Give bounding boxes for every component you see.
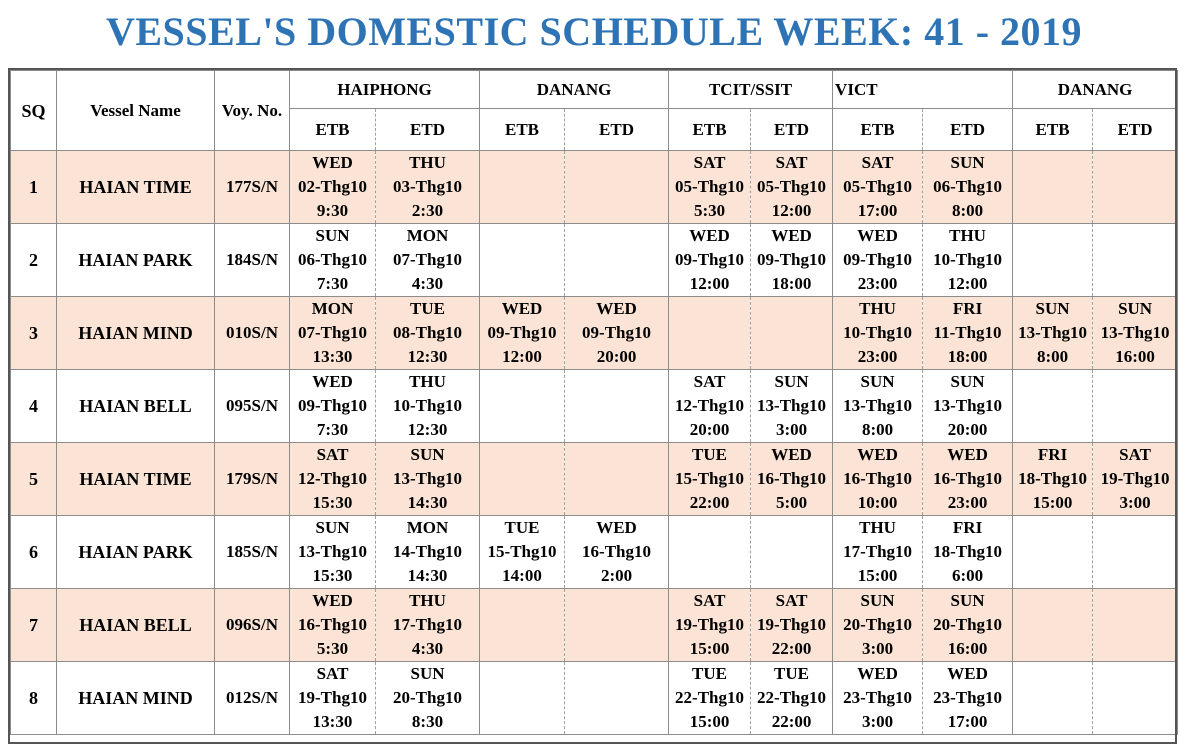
schedule-cell-time: 12:00	[502, 347, 542, 366]
schedule-cell-day: MON	[406, 226, 449, 245]
schedule-cell	[290, 443, 376, 516]
schedule-cell-date: 09-Thg10	[582, 323, 651, 342]
schedule-cell	[1013, 224, 1093, 297]
schedule-cell-day: WED	[857, 664, 898, 683]
schedule-cell-date: 23-Thg10	[933, 688, 1003, 707]
schedule-cell-day: SUN	[950, 372, 985, 391]
schedule-cell-date: 16-Thg10	[757, 469, 827, 488]
schedule-cell-date: 22-Thg10	[675, 688, 745, 707]
schedule-cell-time: 15:30	[312, 566, 353, 585]
row-sq: 4	[11, 370, 57, 443]
schedule-cell-time: 3:00	[861, 712, 894, 731]
schedule-cell-day: WED	[771, 226, 812, 245]
schedule-cell	[751, 516, 833, 589]
schedule-cell	[923, 151, 1013, 224]
schedule-cell	[751, 443, 833, 516]
schedule-cell-day: SUN	[410, 664, 445, 683]
schedule-cell-day: WED	[312, 591, 353, 610]
table-row	[11, 589, 1178, 662]
table-row	[11, 370, 1178, 443]
schedule-cell	[923, 516, 1013, 589]
schedule-cell-date: 05-Thg10	[757, 177, 827, 196]
schedule-cell-day: SUN	[1035, 299, 1070, 318]
header-etd: ETD	[376, 109, 480, 151]
schedule-cell	[290, 151, 376, 224]
header-port-tcit-ssit: TCIT/SSIT	[669, 71, 833, 109]
header-etb: ETB	[833, 109, 923, 151]
schedule-cell-time: 13:30	[312, 347, 353, 366]
schedule-cell-day: WED	[947, 445, 988, 464]
schedule-body	[11, 151, 1178, 735]
schedule-cell-time: 23:00	[947, 493, 988, 512]
schedule-cell	[751, 589, 833, 662]
schedule-cell-time: 20:00	[596, 347, 637, 366]
schedule-cell	[1013, 443, 1093, 516]
schedule-cell-time: 7:30	[316, 274, 349, 293]
row-vessel-name: HAIAN BELL	[57, 589, 215, 662]
schedule-cell	[480, 297, 565, 370]
schedule-cell-day: WED	[312, 153, 353, 172]
schedule-cell-time: 5:30	[693, 201, 726, 220]
schedule-cell-time: 3:00	[861, 639, 894, 658]
schedule-cell-time: 13:30	[312, 712, 353, 731]
schedule-cell-date: 19-Thg10	[675, 615, 745, 634]
row-sq: 3	[11, 297, 57, 370]
schedule-cell	[480, 662, 565, 735]
schedule-cell-date: 06-Thg10	[933, 177, 1003, 196]
row-vessel-name: HAIAN BELL	[57, 370, 215, 443]
schedule-cell-time: 12:30	[407, 420, 448, 439]
schedule-cell	[751, 370, 833, 443]
schedule-cell-time: 5:00	[775, 493, 808, 512]
schedule-cell-day: SAT	[316, 445, 349, 464]
schedule-cell-time: 3:00	[775, 420, 808, 439]
schedule-cell-date: 18-Thg10	[1018, 469, 1088, 488]
schedule-cell-day: WED	[771, 445, 812, 464]
schedule-cell	[480, 151, 565, 224]
row-voyage-no: 096S/N	[215, 589, 290, 662]
schedule-cell	[1013, 297, 1093, 370]
schedule-cell	[290, 370, 376, 443]
header-etd: ETD	[1093, 109, 1178, 151]
schedule-cell	[1093, 516, 1178, 589]
schedule-cell-date: 20-Thg10	[933, 615, 1003, 634]
schedule-cell-time: 15:00	[689, 712, 730, 731]
schedule-cell	[290, 662, 376, 735]
schedule-cell-date: 09-Thg10	[487, 323, 557, 342]
schedule-cell-date: 13-Thg10	[757, 396, 827, 415]
schedule-cell	[1093, 370, 1178, 443]
schedule-cell-day: SUN	[315, 226, 350, 245]
schedule-cell-time: 15:00	[689, 639, 730, 658]
schedule-cell-day: SAT	[1119, 445, 1151, 464]
schedule-cell-day: SUN	[860, 591, 895, 610]
schedule-cell-date: 13-Thg10	[1018, 323, 1088, 342]
schedule-cell-date: 11-Thg10	[933, 323, 1002, 342]
schedule-cell-date: 17-Thg10	[393, 615, 462, 634]
header-port-haiphong: HAIPHONG	[290, 71, 480, 109]
schedule-cell-time: 22:00	[771, 639, 812, 658]
schedule-cell-day: WED	[596, 518, 637, 537]
schedule-cell-time: 14:00	[502, 566, 542, 585]
schedule-cell	[376, 297, 480, 370]
schedule-cell	[565, 443, 669, 516]
schedule-cell-time: 18:00	[771, 274, 812, 293]
schedule-cell-time: 15:00	[1032, 493, 1073, 512]
schedule-cell	[669, 662, 751, 735]
schedule-cell-time: 15:00	[857, 566, 898, 585]
schedule-cell	[565, 224, 669, 297]
row-vessel-name: HAIAN MIND	[57, 662, 215, 735]
schedule-cell-day: THU	[409, 372, 446, 391]
schedule-cell-day: SUN	[410, 445, 445, 464]
schedule-cell-date: 19-Thg10	[1100, 469, 1170, 488]
schedule-cell-day: SUN	[1118, 299, 1153, 318]
schedule-cell-time: 4:30	[411, 274, 444, 293]
schedule-cell-date: 09-Thg10	[298, 396, 367, 415]
schedule-cell	[480, 443, 565, 516]
schedule-cell-date: 10-Thg10	[933, 250, 1003, 269]
schedule-cell-date: 22-Thg10	[757, 688, 827, 707]
schedule-cell-day: THU	[409, 591, 446, 610]
schedule-cell-day: SUN	[774, 372, 809, 391]
schedule-cell-date: 13-Thg10	[298, 542, 367, 561]
schedule-cell-date: 16-Thg10	[843, 469, 913, 488]
schedule-cell	[290, 589, 376, 662]
schedule-cell	[669, 589, 751, 662]
schedule-cell-date: 07-Thg10	[393, 250, 462, 269]
schedule-cell-date: 10-Thg10	[393, 396, 462, 415]
schedule-cell	[1013, 516, 1093, 589]
schedule-cell	[1093, 224, 1178, 297]
schedule-cell-date: 06-Thg10	[298, 250, 367, 269]
schedule-cell	[1013, 589, 1093, 662]
header-etb: ETB	[669, 109, 751, 151]
row-voyage-no: 095S/N	[215, 370, 290, 443]
schedule-cell-day: SUN	[315, 518, 350, 537]
schedule-cell-date: 16-Thg10	[298, 615, 367, 634]
row-sq: 6	[11, 516, 57, 589]
schedule-cell-day: WED	[501, 299, 543, 318]
schedule-cell	[565, 297, 669, 370]
schedule-cell-time: 4:30	[411, 639, 444, 658]
schedule-cell-day: THU	[859, 518, 896, 537]
schedule-cell-time: 8:00	[1036, 347, 1069, 366]
table-row	[11, 443, 1178, 516]
schedule-cell-day: WED	[947, 664, 988, 683]
schedule-cell	[923, 224, 1013, 297]
schedule-cell-time: 6:00	[951, 566, 984, 585]
schedule-cell	[480, 516, 565, 589]
schedule-cell-day: THU	[859, 299, 896, 318]
schedule-cell-day: TUE	[410, 299, 445, 318]
schedule-cell-date: 15-Thg10	[675, 469, 745, 488]
schedule-cell-date: 09-Thg10	[843, 250, 913, 269]
schedule-cell-time: 8:00	[861, 420, 894, 439]
schedule-cell-time: 17:00	[947, 712, 988, 731]
row-vessel-name: HAIAN PARK	[57, 516, 215, 589]
schedule-cell	[833, 516, 923, 589]
header-vessel-name: Vessel Name	[57, 71, 215, 151]
schedule-cell-date: 14-Thg10	[393, 542, 462, 561]
row-voyage-no: 179S/N	[215, 443, 290, 516]
row-voyage-no: 012S/N	[215, 662, 290, 735]
schedule-cell-time: 12:00	[947, 274, 988, 293]
table-row	[11, 151, 1178, 224]
header-etd: ETD	[923, 109, 1013, 151]
schedule-cell-date: 08-Thg10	[393, 323, 462, 342]
schedule-cell	[376, 516, 480, 589]
schedule-cell	[376, 370, 480, 443]
schedule-cell-day: TUE	[692, 664, 728, 683]
schedule-cell-day: MON	[406, 518, 449, 537]
schedule-cell-time: 8:00	[951, 201, 984, 220]
header-etb: ETB	[480, 109, 565, 151]
schedule-cell	[923, 662, 1013, 735]
schedule-cell	[290, 224, 376, 297]
schedule-cell	[376, 224, 480, 297]
schedule-cell-date: 13-Thg10	[1100, 323, 1170, 342]
schedule-cell-day: SAT	[316, 664, 349, 683]
schedule-cell	[565, 151, 669, 224]
row-vessel-name: HAIAN PARK	[57, 224, 215, 297]
schedule-cell	[669, 224, 751, 297]
schedule-cell-time: 14:30	[407, 566, 448, 585]
schedule-cell-time: 9:30	[316, 201, 349, 220]
schedule-cell-day: SAT	[693, 591, 726, 610]
schedule-cell-date: 12-Thg10	[298, 469, 367, 488]
schedule-cell-time: 20:00	[947, 420, 988, 439]
row-voyage-no: 010S/N	[215, 297, 290, 370]
schedule-cell-day: SAT	[775, 591, 808, 610]
schedule-cell	[290, 516, 376, 589]
schedule-cell-day: SAT	[861, 153, 894, 172]
header-etb: ETB	[1013, 109, 1093, 151]
schedule-cell	[565, 589, 669, 662]
schedule-cell	[751, 297, 833, 370]
schedule-cell-day: FRI	[1037, 445, 1068, 464]
schedule-cell-date: 03-Thg10	[393, 177, 462, 196]
schedule-cell-day: FRI	[952, 299, 983, 318]
schedule-cell-time: 22:00	[689, 493, 730, 512]
row-voyage-no: 184S/N	[215, 224, 290, 297]
schedule-cell-date: 09-Thg10	[675, 250, 745, 269]
schedule-cell	[1013, 370, 1093, 443]
header-row-ports	[11, 71, 1178, 109]
schedule-cell-date: 05-Thg10	[843, 177, 913, 196]
schedule-cell	[669, 516, 751, 589]
schedule-cell	[923, 589, 1013, 662]
schedule-cell-date: 10-Thg10	[843, 323, 913, 342]
schedule-cell-date: 23-Thg10	[843, 688, 913, 707]
schedule-cell-date: 12-Thg10	[675, 396, 745, 415]
schedule-cell-date: 02-Thg10	[298, 177, 367, 196]
schedule-cell-time: 2:00	[600, 566, 633, 585]
schedule-cell-day: WED	[857, 445, 898, 464]
header-port-vict: VICT	[833, 71, 1013, 109]
schedule-cell	[376, 151, 480, 224]
schedule-cell-day: SUN	[950, 591, 985, 610]
schedule-cell	[376, 662, 480, 735]
schedule-cell	[923, 370, 1013, 443]
header-port-danang: DANANG	[480, 71, 669, 109]
schedule-cell-date: 07-Thg10	[298, 323, 367, 342]
schedule-cell	[565, 516, 669, 589]
schedule-cell-date: 09-Thg10	[757, 250, 827, 269]
schedule-cell	[1093, 589, 1178, 662]
schedule-cell-time: 16:00	[947, 639, 988, 658]
schedule-cell-day: WED	[689, 226, 730, 245]
schedule-cell	[751, 151, 833, 224]
row-voyage-no: 185S/N	[215, 516, 290, 589]
schedule-cell-day: WED	[857, 226, 898, 245]
schedule-cell-day: SUN	[950, 153, 985, 172]
schedule-cell-time: 7:30	[316, 420, 349, 439]
schedule-cell-time: 12:00	[689, 274, 730, 293]
schedule-cell-day: THU	[409, 153, 446, 172]
header-port-danang-2: DANANG	[1013, 71, 1178, 109]
schedule-cell-time: 5:30	[316, 639, 349, 658]
schedule-cell-date: 17-Thg10	[843, 542, 913, 561]
schedule-cell	[290, 297, 376, 370]
schedule-cell-date: 20-Thg10	[393, 688, 462, 707]
schedule-cell	[923, 443, 1013, 516]
schedule-cell-day: WED	[596, 299, 637, 318]
row-sq: 1	[11, 151, 57, 224]
schedule-cell	[1093, 443, 1178, 516]
schedule-cell-day: WED	[312, 372, 353, 391]
schedule-cell	[833, 370, 923, 443]
schedule-cell-day: TUE	[692, 445, 728, 464]
schedule-cell	[480, 370, 565, 443]
schedule-cell	[669, 297, 751, 370]
schedule-cell-date: 19-Thg10	[757, 615, 827, 634]
schedule-cell-time: 17:00	[857, 201, 898, 220]
row-sq: 7	[11, 589, 57, 662]
schedule-table	[10, 70, 1178, 735]
row-sq: 5	[11, 443, 57, 516]
header-sq: SQ	[11, 71, 57, 151]
schedule-cell-time: 20:00	[689, 420, 730, 439]
schedule-cell	[376, 443, 480, 516]
schedule-cell-day: SAT	[693, 153, 726, 172]
schedule-cell-time: 18:00	[947, 347, 988, 366]
schedule-cell	[1093, 662, 1178, 735]
schedule-cell-time: 23:00	[857, 347, 898, 366]
row-vessel-name: HAIAN MIND	[57, 297, 215, 370]
schedule-cell	[480, 224, 565, 297]
schedule-cell	[751, 662, 833, 735]
header-etb: ETB	[290, 109, 376, 151]
schedule-cell	[923, 297, 1013, 370]
schedule-cell-date: 13-Thg10	[933, 396, 1003, 415]
schedule-cell	[1093, 151, 1178, 224]
row-vessel-name: HAIAN TIME	[57, 443, 215, 516]
schedule-cell	[833, 297, 923, 370]
header-voyage-no: Voy. No.	[215, 71, 290, 151]
table-row	[11, 297, 1178, 370]
schedule-cell-time: 16:00	[1115, 347, 1155, 366]
schedule-cell-date: 19-Thg10	[298, 688, 367, 707]
schedule-cell	[1093, 297, 1178, 370]
schedule-cell	[751, 224, 833, 297]
schedule-cell-day: TUE	[504, 518, 540, 537]
row-voyage-no: 177S/N	[215, 151, 290, 224]
schedule-cell	[565, 370, 669, 443]
schedule-cell-day: SAT	[775, 153, 808, 172]
schedule-cell-time: 8:30	[411, 712, 444, 731]
schedule-cell	[376, 589, 480, 662]
schedule-cell	[1013, 151, 1093, 224]
schedule-cell-day: MON	[311, 299, 354, 318]
schedule-cell-date: 20-Thg10	[843, 615, 913, 634]
row-vessel-name: HAIAN TIME	[57, 151, 215, 224]
schedule-cell	[669, 370, 751, 443]
page-title: VESSEL'S DOMESTIC SCHEDULE WEEK: 41 - 2019	[105, 9, 1083, 54]
schedule-cell-time: 12:00	[771, 201, 812, 220]
schedule-cell	[833, 443, 923, 516]
table-row	[11, 516, 1178, 589]
schedule-cell-day: FRI	[952, 518, 983, 537]
schedule-cell-time: 22:00	[771, 712, 812, 731]
header-etd: ETD	[751, 109, 833, 151]
schedule-cell-day: TUE	[774, 664, 810, 683]
schedule-cell	[833, 224, 923, 297]
schedule-cell-date: 13-Thg10	[843, 396, 913, 415]
schedule-cell-time: 3:00	[1119, 493, 1151, 512]
header-etd: ETD	[565, 109, 669, 151]
schedule-cell-time: 23:00	[857, 274, 898, 293]
schedule-cell-day: SUN	[860, 372, 895, 391]
schedule-cell	[833, 151, 923, 224]
schedule-cell-day: THU	[949, 226, 986, 245]
schedule-cell	[1013, 662, 1093, 735]
schedule-cell-date: 16-Thg10	[582, 542, 651, 561]
schedule-cell-date: 05-Thg10	[675, 177, 745, 196]
schedule-cell-day: SAT	[693, 372, 726, 391]
row-sq: 8	[11, 662, 57, 735]
table-row	[11, 224, 1178, 297]
schedule-cell-date: 13-Thg10	[393, 469, 462, 488]
schedule-cell	[669, 443, 751, 516]
row-sq: 2	[11, 224, 57, 297]
schedule-cell-time: 15:30	[312, 493, 353, 512]
schedule-cell	[833, 589, 923, 662]
schedule-cell	[669, 151, 751, 224]
schedule-cell-time: 2:30	[411, 201, 444, 220]
schedule-cell-time: 12:30	[407, 347, 448, 366]
schedule-cell-time: 10:00	[857, 493, 898, 512]
table-row	[11, 662, 1178, 735]
schedule-cell	[833, 662, 923, 735]
schedule-cell	[565, 662, 669, 735]
schedule-cell-date: 15-Thg10	[487, 542, 557, 561]
schedule-cell-date: 16-Thg10	[933, 469, 1003, 488]
schedule-cell-time: 14:30	[407, 493, 448, 512]
schedule-cell-date: 18-Thg10	[933, 542, 1003, 561]
schedule-cell	[480, 589, 565, 662]
